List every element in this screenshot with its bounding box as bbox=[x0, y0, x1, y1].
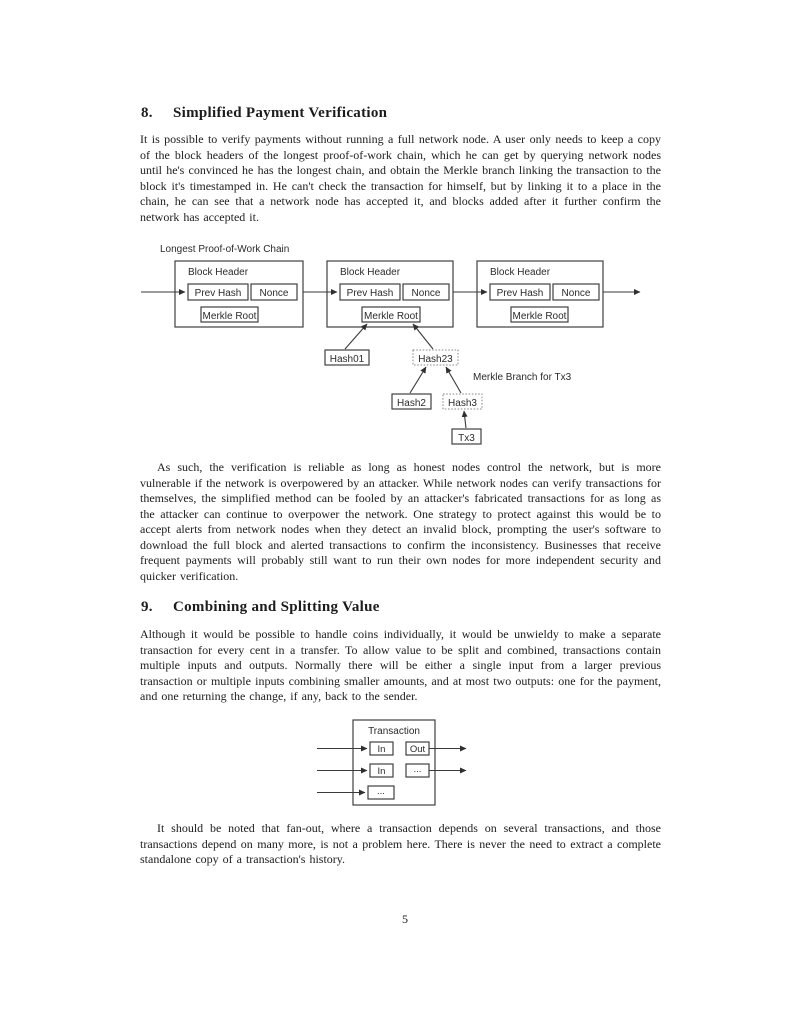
block-2-header-label: Block Header bbox=[340, 267, 401, 278]
section-9-number: 9. bbox=[141, 599, 153, 615]
section-8-paragraph-2: As such, the verification is reliable as long as honest nodes control the network, but is more vulnerable if the network is overpowered by an attacker. While network nodes can verify transactions for themselves, the simplified method can be fooled by an attacker's fabricated transactions for as long as the attacker can continue to overpower the network. One strategy to protect against this would be to accept alerts from network nodes when they detect an invalid block, prompting the user's software to download the full block and alerted transactions to confirm the inconsistency. Businesses that receive frequent payments will probably still want to run their own nodes for more independent security and quicker verification. bbox=[140, 460, 661, 583]
hash3-label: Hash3 bbox=[448, 398, 477, 409]
block-1 bbox=[175, 261, 303, 327]
block-3-merkle-root-label: Merkle Root bbox=[512, 311, 567, 322]
output-1-label: Out bbox=[409, 744, 426, 755]
input-2-label: In bbox=[377, 766, 386, 777]
section-9-heading bbox=[141, 599, 380, 616]
transaction-title: Transaction bbox=[368, 726, 420, 737]
block-1-merkle-root-label: Merkle Root bbox=[202, 311, 257, 322]
section-8-number: 8. bbox=[141, 105, 153, 121]
hash01-label: Hash01 bbox=[329, 354, 365, 365]
output-more-label: ... bbox=[413, 764, 422, 775]
section-9-paragraph-2: It should be noted that fan-out, where a transaction depends on several transactions, and those transactions depend on many more, is not a problem here. There is never the need to extract a complete standalone copy of a transaction's history. bbox=[140, 821, 661, 866]
block-2 bbox=[327, 261, 453, 327]
tx3-label: Tx3 bbox=[458, 433, 475, 444]
page-number: 5 bbox=[402, 912, 408, 926]
chain-caption: Longest Proof-of-Work Chain bbox=[160, 244, 290, 255]
block-2-prev-hash-label: Prev Hash bbox=[346, 288, 394, 299]
section-8-title: Simplified Payment Verification bbox=[173, 105, 388, 121]
arrow-hash3-to-hash23 bbox=[446, 367, 461, 393]
spv-chain-diagram bbox=[140, 240, 670, 455]
hash2-label: Hash2 bbox=[397, 398, 426, 409]
block-1-header-label: Block Header bbox=[188, 267, 249, 278]
section-8-heading bbox=[141, 105, 387, 122]
input-more-label: ... bbox=[377, 786, 385, 797]
section-9-title: Combining and Splitting Value bbox=[173, 599, 380, 615]
hash23-label: Hash23 bbox=[418, 354, 453, 365]
block-2-nonce-label: Nonce bbox=[411, 288, 441, 299]
section-9-paragraph-1: Although it would be possible to handle coins individually, it would be unwieldy to make a separate transaction for every cent in a transfer. To allow value to be split and combined, transactions contain multiple inputs and outputs. Normally there will be either a single input from a larger previous transaction or multiple inputs combining smaller amounts, and at most two outputs: one for the payment, and one returning the change, if any, back to the sender. bbox=[140, 627, 661, 703]
block-3-header-label: Block Header bbox=[490, 267, 551, 278]
transaction-diagram bbox=[300, 718, 500, 813]
block-3-nonce-label: Nonce bbox=[561, 288, 591, 299]
input-1-label: In bbox=[377, 744, 386, 755]
section-8-paragraph-1: It is possible to verify payments without running a full network node. A user only needs to keep a copy of the block headers of the longest proof-of-work chain, which he can get by querying network nodes until he's convinced he has the longest chain, and obtain the Merkle branch linking the transaction to the block it's timestamped in. He can't check the transaction for himself, but by linking it to a place in the chain, he can see that a network node has accepted it, and blocks added after it further confirm the network has accepted it. bbox=[140, 132, 661, 224]
arrow-hash2-to-hash23 bbox=[410, 367, 426, 393]
merkle-branch-caption: Merkle Branch for Tx3 bbox=[473, 372, 572, 383]
block-1-prev-hash-label: Prev Hash bbox=[194, 288, 242, 299]
arrow-hash01-to-merkle-root bbox=[345, 324, 367, 349]
block-3-prev-hash-label: Prev Hash bbox=[496, 288, 544, 299]
arrow-hash23-to-merkle-root bbox=[413, 324, 433, 349]
block-3 bbox=[477, 261, 603, 327]
arrow-tx3-to-hash3 bbox=[464, 411, 466, 428]
block-1-nonce-label: Nonce bbox=[259, 288, 289, 299]
block-2-merkle-root-label: Merkle Root bbox=[364, 311, 418, 322]
